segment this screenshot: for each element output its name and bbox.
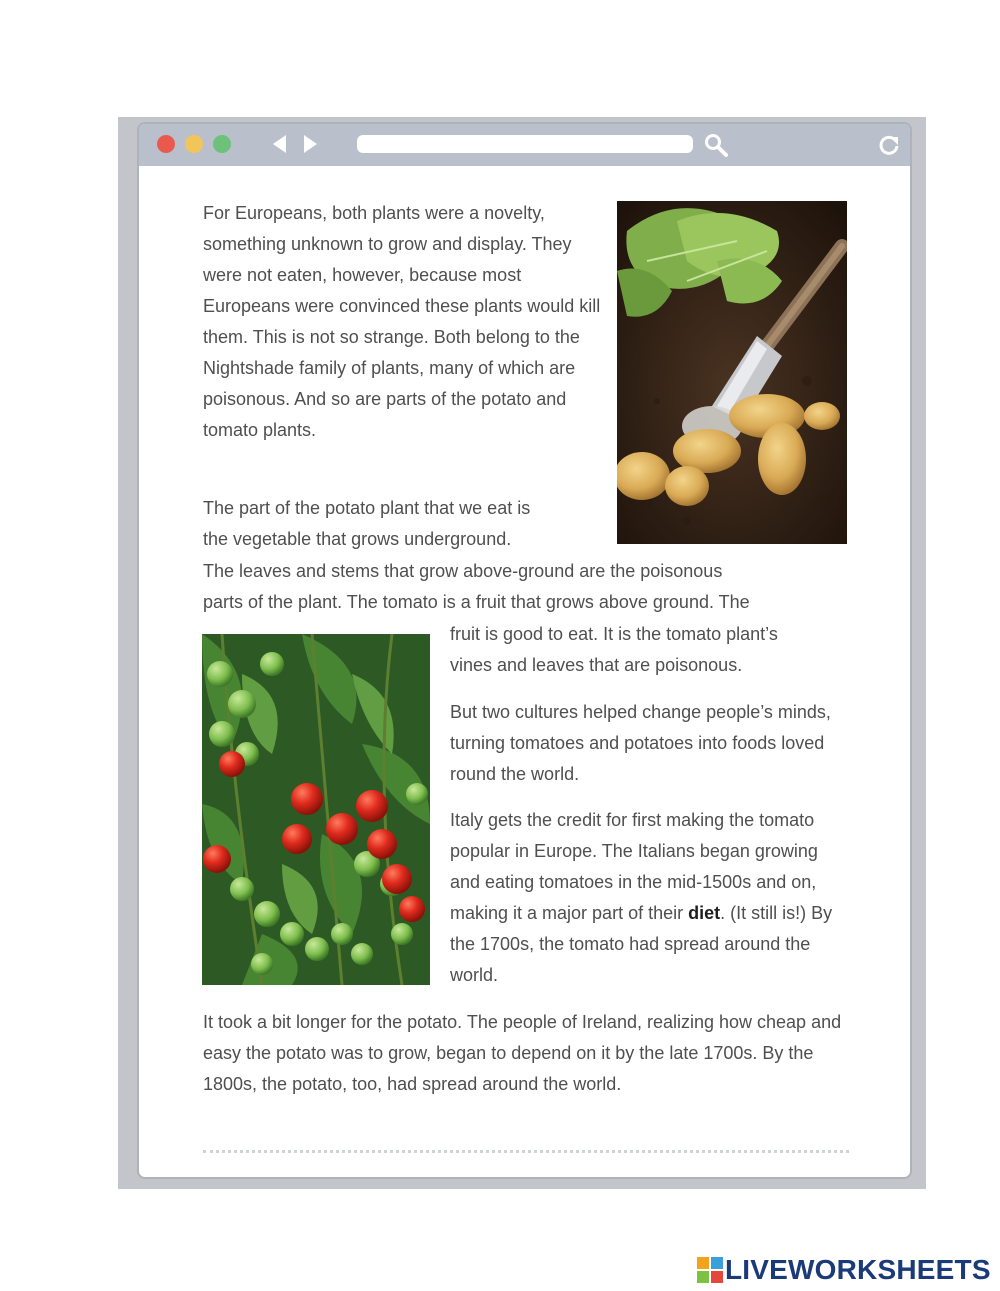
- tomato-vine-photo: [202, 634, 430, 985]
- text-line: vines and leaves that are poisonous.: [450, 655, 743, 675]
- text-line: fruit is good to eat. It is the tomato plant’s: [450, 624, 778, 644]
- paragraph-5: It took a bit longer for the potato. The people of Ireland, realizing how cheap and easy the potato was to grow, began to depend on it by the late 1700s. By the 1800s, the potato, too, had spread around the world.: [203, 1012, 842, 1094]
- search-icon[interactable]: [703, 132, 729, 158]
- browser-titlebar: [139, 124, 910, 166]
- paragraph-3: But two cultures helped change people’s minds, turning tomatoes and potatoes into foods loved round the world.: [450, 702, 831, 784]
- paragraph-2-part-a: [203, 493, 603, 555]
- text-line: The part of the potato plant that we eat is: [203, 498, 531, 518]
- minimize-dot-icon[interactable]: [185, 135, 203, 153]
- address-bar[interactable]: [357, 135, 693, 153]
- liveworksheets-logo-icon: [697, 1257, 723, 1283]
- paragraph-2-part-b: [203, 556, 853, 618]
- potatoes-and-trowel-photo: [617, 201, 847, 544]
- section-divider: [203, 1150, 849, 1153]
- brand-logo[interactable]: [697, 1253, 991, 1287]
- close-dot-icon[interactable]: [157, 135, 175, 153]
- paragraph-4-text-a: Italy gets the credit for first making the tomato popular in Europe. The Italians began growing and eating tomatoes in the mid-1500s and on, making it a major part of their: [450, 810, 818, 923]
- text-line: The leaves and stems that grow above-ground are the poisonous: [203, 561, 723, 581]
- maximize-dot-icon[interactable]: [213, 135, 231, 153]
- refresh-icon[interactable]: [877, 133, 901, 157]
- text-line: parts of the plant. The tomato is a fruit that grows above ground. The: [203, 592, 750, 612]
- paragraph-2-part-c: [450, 619, 850, 681]
- keyword-diet: diet: [688, 903, 721, 923]
- paragraph-4-text-b: . (It still is!) By the 1700s, the tomato had spread around the world.: [450, 903, 833, 985]
- forward-arrow-icon[interactable]: [304, 135, 317, 153]
- back-arrow-icon[interactable]: [273, 135, 286, 153]
- paragraph-4: [450, 805, 850, 991]
- paragraph-1: For Europeans, both plants were a novelty, something unknown to grow and display. They were not eaten, however, because most Europeans were convinced these plants would kill them. This is not so strange. Both belong to the Nightshade family of plants, many of which are poisonous. And so are parts of the potato and tomato plants.: [203, 203, 601, 440]
- text-line: the vegetable that grows underground.: [203, 529, 512, 549]
- brand-name: LIVEWORKSHEETS: [725, 1254, 991, 1285]
